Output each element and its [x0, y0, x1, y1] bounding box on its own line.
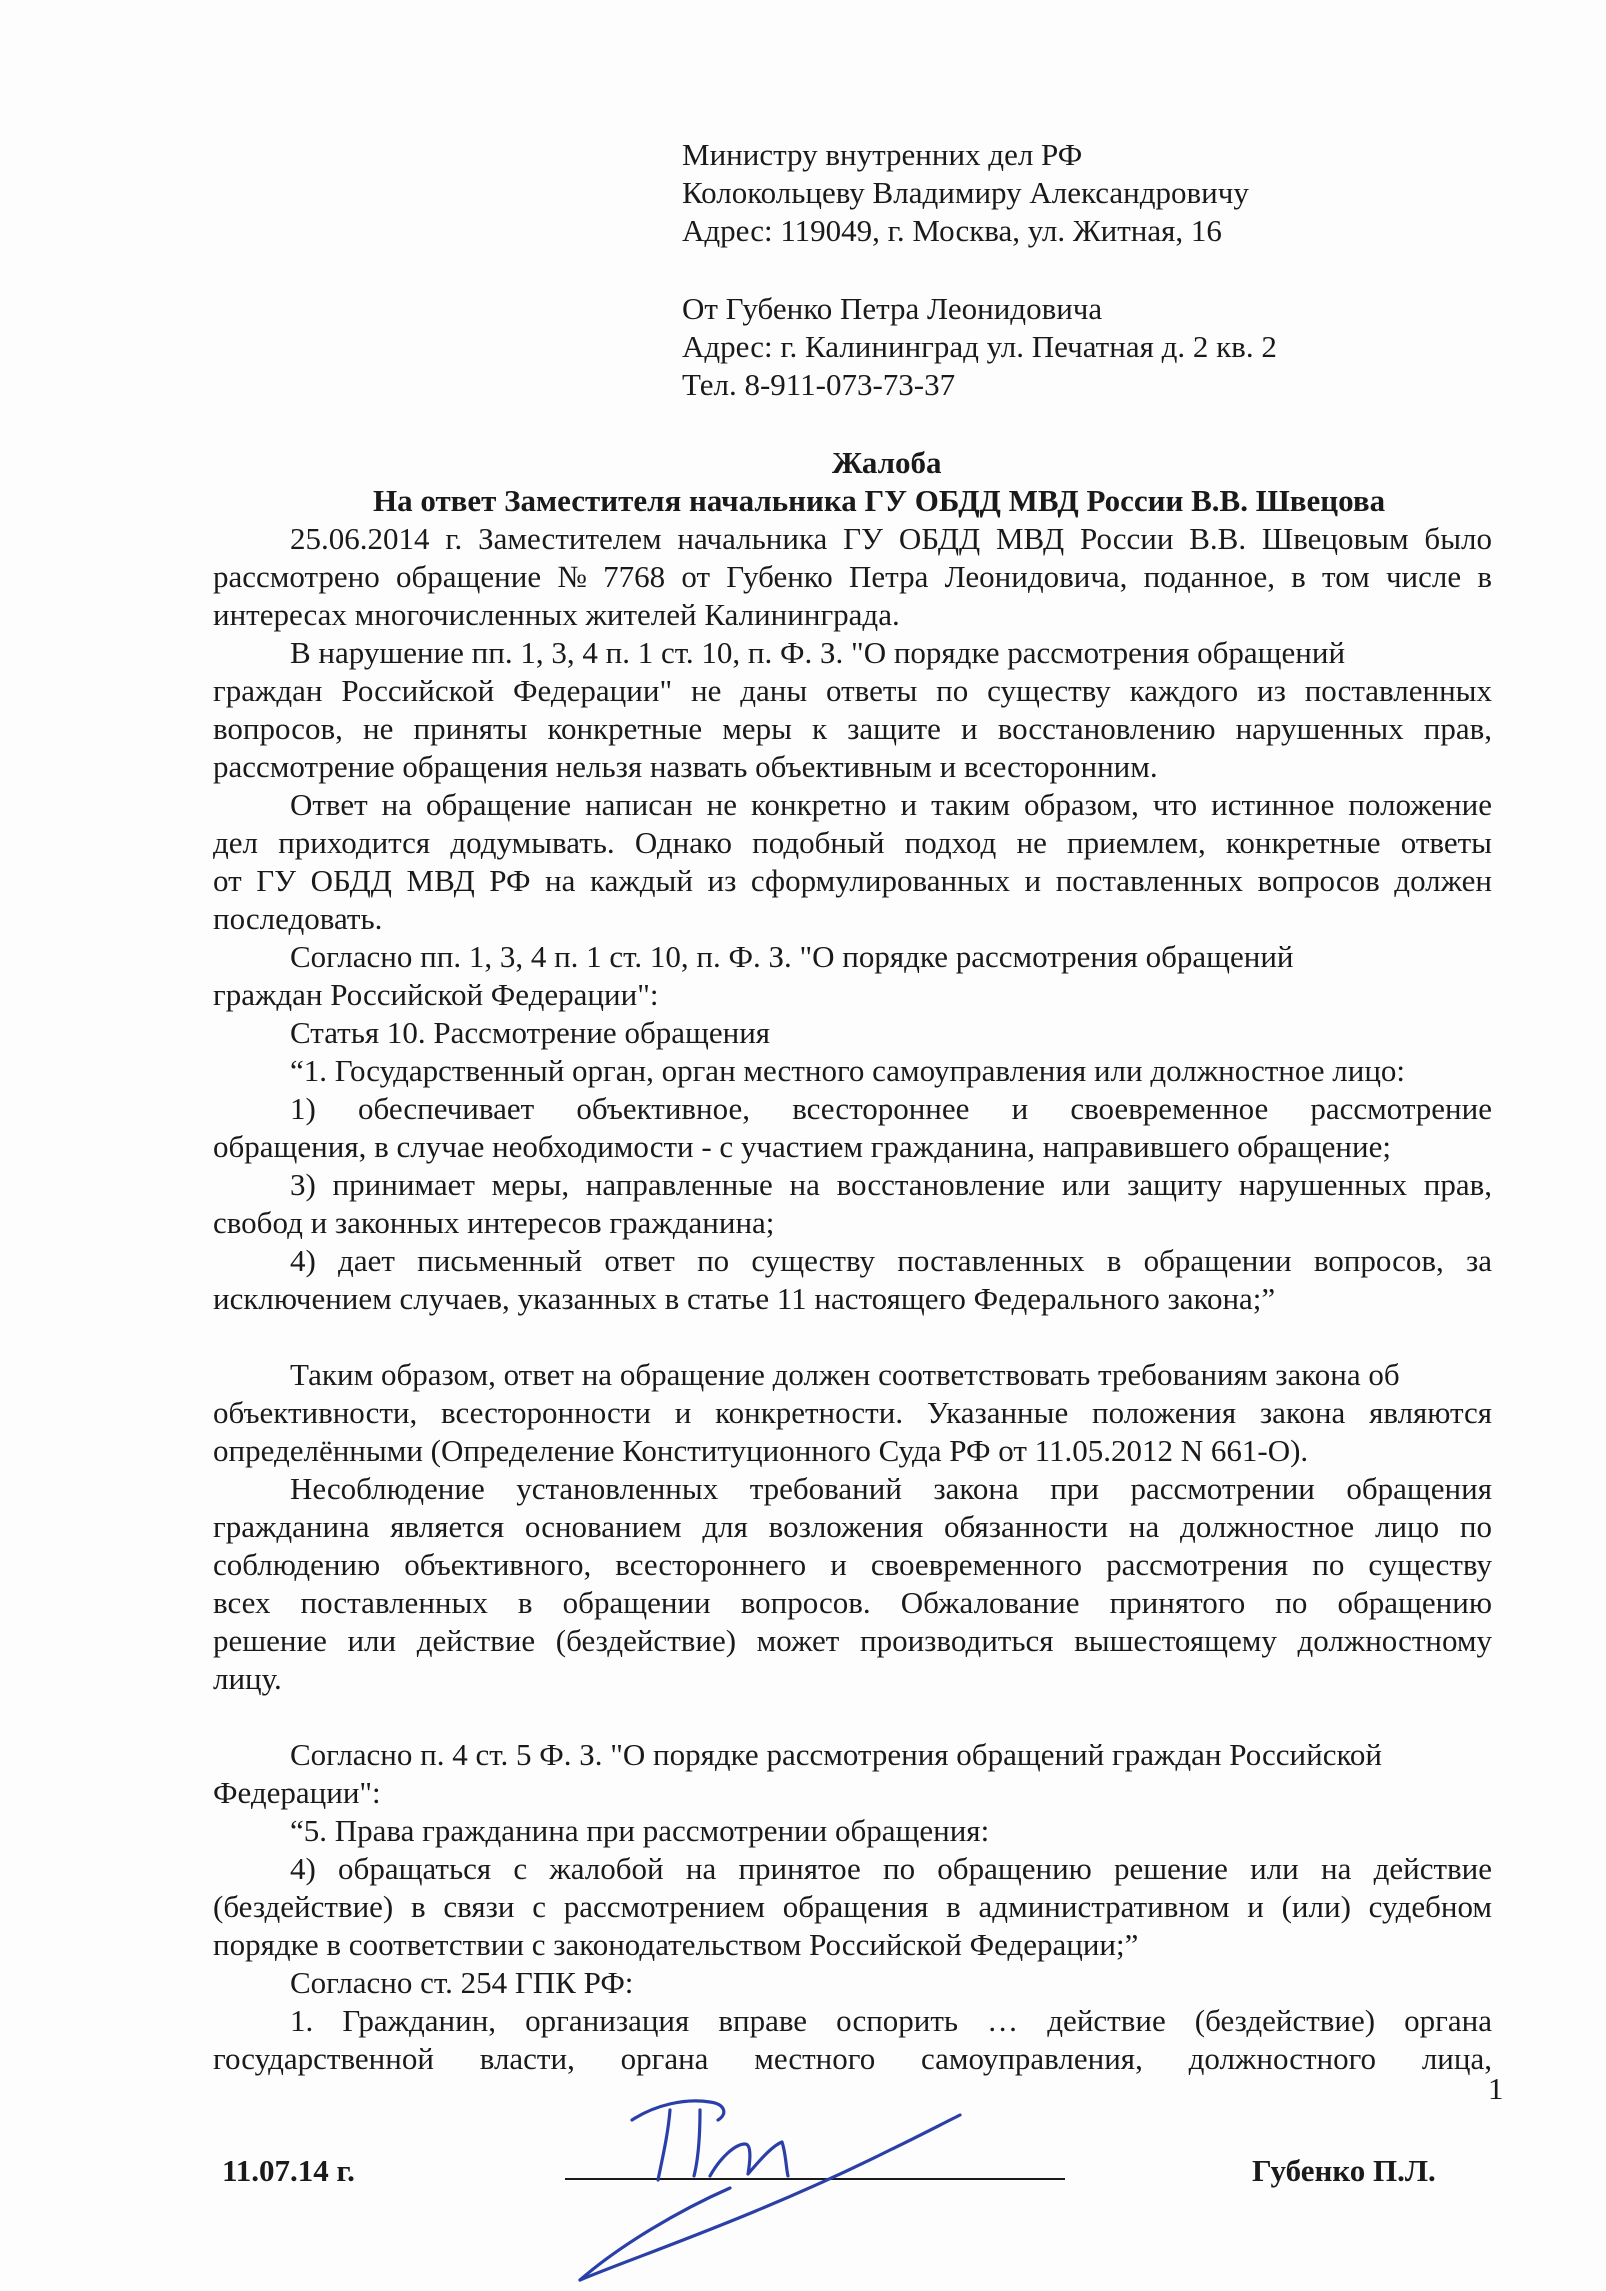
- body-line: граждан Российской Федерации":: [213, 977, 659, 1012]
- quote-line: 4) обращаться с жалобой на принятое по обращению решение или на действие: [290, 1851, 1492, 1886]
- quote-line: 4) дает письменный ответ по существу поставленных в обращении вопросов, за: [290, 1243, 1492, 1278]
- sender-line-3: Тел. 8-911-073-73-37: [682, 367, 956, 402]
- body-line: объективности, всесторонности и конкретности. Указанные положения закона являются: [213, 1395, 1492, 1430]
- quote-line: порядке в соответствии с законодательством Российской Федерации;”: [213, 1927, 1139, 1962]
- body-line: последовать.: [213, 901, 383, 936]
- quote-line: исключением случаев, указанных в статье 11 настоящего Федерального закона;”: [213, 1281, 1276, 1316]
- document-title: Жалоба: [832, 445, 942, 480]
- body-line: государственной власти, органа местного самоуправления, должностного лица,: [213, 2041, 1492, 2076]
- body-line: рассмотрено обращение № 7768 от Губенко Петра Леонидовича, поданное, в том числе в: [213, 559, 1492, 594]
- body-line: соблюдению объективного, всестороннего и своевременного рассмотрения по существу: [213, 1547, 1492, 1582]
- quote-line: (бездействие) в связи с рассмотрением обращения в административном и (или) судебном: [213, 1889, 1492, 1924]
- body-line: рассмотрение обращения нельзя назвать объективным и всесторонним.: [213, 749, 1158, 784]
- sender-line-2: Адрес: г. Калининград ул. Печатная д. 2 кв. 2: [682, 329, 1277, 364]
- body-line: интересах многочисленных жителей Калининграда.: [213, 597, 900, 632]
- footer-date: 11.07.14 г.: [222, 2153, 355, 2188]
- body-line: вопросов, не приняты конкретные меры к защите и восстановлению нарушенных прав,: [213, 711, 1492, 746]
- page-number: 1: [1488, 2071, 1504, 2106]
- body-line: граждан Российской Федерации" не даны ответы по существу каждого из поставленных: [213, 673, 1492, 708]
- body-line: дел приходится додумывать. Однако подобный подход не приемлем, конкретные ответы: [213, 825, 1492, 860]
- quote-line: 3) принимает меры, направленные на восстановление или защиту нарушенных прав,: [290, 1167, 1492, 1202]
- handwritten-signature: [560, 2080, 980, 2290]
- body-line: 25.06.2014 г. Заместителем начальника ГУ ОБДД МВД России В.В. Швецовым было: [290, 521, 1492, 556]
- body-line: Таким образом, ответ на обращение должен соответствовать требованиям закона об: [290, 1357, 1400, 1392]
- quote-line: “5. Права гражданина при рассмотрении обращения:: [290, 1813, 990, 1848]
- body-line: Согласно пп. 1, 3, 4 п. 1 ст. 10, п. Ф. З. "О порядке рассмотрения обращений: [290, 939, 1294, 974]
- sender-line-1: От Губенко Петра Леонидовича: [682, 291, 1103, 326]
- body-line: 1. Гражданин, организация вправе оспорить … действие (бездействие) органа: [290, 2003, 1492, 2038]
- document-subtitle: На ответ Заместителя начальника ГУ ОБДД МВД России В.В. Швецова: [373, 483, 1386, 518]
- quote-line: 1) обеспечивает объективное, всестороннее и своевременное рассмотрение: [290, 1091, 1492, 1126]
- body-line: решение или действие (бездействие) может производиться вышестоящему должностному: [213, 1623, 1492, 1658]
- body-line: определёнными (Определение Конституционного Суда РФ от 11.05.2012 N 661-О).: [213, 1433, 1309, 1468]
- recipient-line-2: Колокольцеву Владимиру Александровичу: [682, 175, 1249, 210]
- body-line: Несоблюдение установленных требований закона при рассмотрении обращения: [290, 1471, 1492, 1506]
- body-line: Ответ на обращение написан не конкретно и таким образом, что истинное положение: [290, 787, 1492, 822]
- quote-line: свобод и законных интересов гражданина;: [213, 1205, 775, 1240]
- quote-line: обращения, в случае необходимости - с участием гражданина, направившего обращение;: [213, 1129, 1391, 1164]
- body-line: гражданина является основанием для возложения обязанности на должностное лицо по: [213, 1509, 1492, 1544]
- recipient-line-1: Министру внутренних дел РФ: [682, 137, 1083, 172]
- footer-name: Губенко П.Л.: [1252, 2153, 1436, 2188]
- body-line: от ГУ ОБДД МВД РФ на каждый из сформулированных и поставленных вопросов должен: [213, 863, 1492, 898]
- body-line: В нарушение пп. 1, 3, 4 п. 1 ст. 10, п. Ф. З. "О порядке рассмотрения обращений: [290, 635, 1346, 670]
- body-line: лицу.: [213, 1661, 282, 1696]
- body-line: Федерации":: [213, 1775, 381, 1810]
- quote-line: “1. Государственный орган, орган местного самоуправления или должностное лицо:: [290, 1053, 1406, 1088]
- article-heading: Статья 10. Рассмотрение обращения: [290, 1015, 771, 1050]
- body-line: Согласно ст. 254 ГПК РФ:: [290, 1965, 634, 2000]
- body-line: всех поставленных в обращении вопросов. Обжалование принятого по обращению: [213, 1585, 1492, 1620]
- body-line: Согласно п. 4 ст. 5 Ф. З. "О порядке рассмотрения обращений граждан Российской: [290, 1737, 1383, 1772]
- recipient-line-3: Адрес: 119049, г. Москва, ул. Житная, 16: [682, 213, 1222, 248]
